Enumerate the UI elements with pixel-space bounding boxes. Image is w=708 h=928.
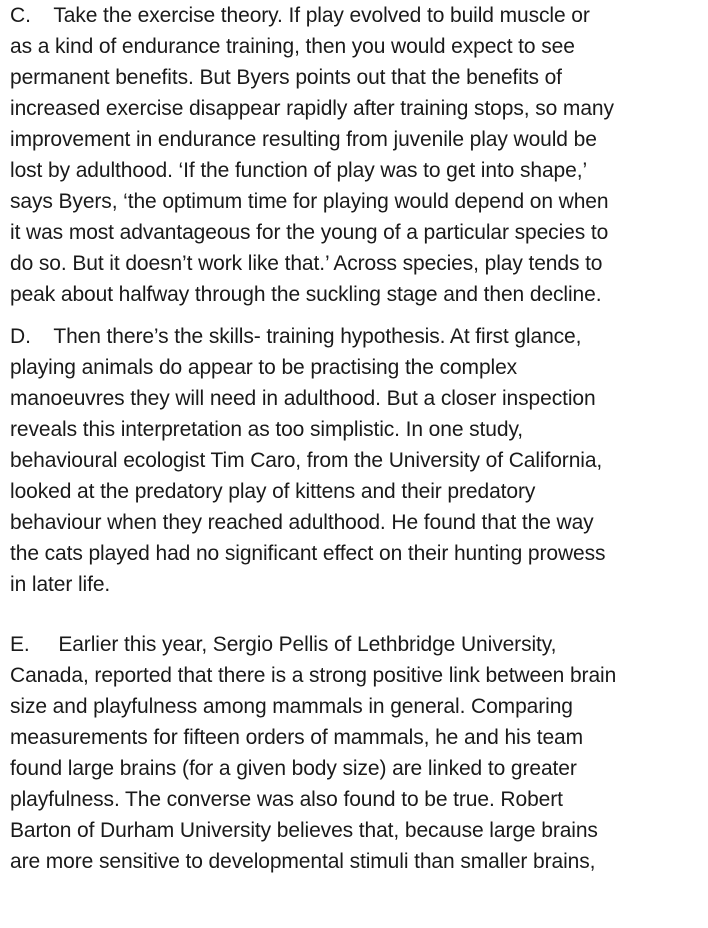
- paragraph-line: E. Earlier this year, Sergio Pellis of Lethbridge University,: [10, 633, 557, 656]
- paragraph-line: permanent benefits. But Byers points out that the benefits of: [10, 66, 562, 89]
- paragraph-line: playfulness. The converse was also found to be true. Robert: [10, 788, 563, 811]
- paragraph-line: D. Then there’s the skills- training hypothesis. At first glance,: [10, 325, 582, 348]
- paragraph-line: Canada, reported that there is a strong positive link between brain: [10, 664, 617, 687]
- paragraph-e: [10, 629, 708, 877]
- paragraph-line: the cats played had no significant effect on their hunting prowess: [10, 542, 606, 565]
- paragraph-line: behaviour when they reached adulthood. He found that the way: [10, 511, 594, 534]
- paragraph-line: behavioural ecologist Tim Caro, from the University of California,: [10, 449, 603, 472]
- paragraph-line: says Byers, ‘the optimum time for playing would depend on when: [10, 190, 609, 213]
- paragraph-line: are more sensitive to developmental stimuli than smaller brains,: [10, 850, 596, 873]
- paragraph-line: manoeuvres they will need in adulthood. But a closer inspection: [10, 387, 596, 410]
- paragraph-line: reveals this interpretation as too simplistic. In one study,: [10, 418, 524, 441]
- paragraph-line: do so. But it doesn’t work like that.’ Across species, play tends to: [10, 252, 603, 275]
- paragraph-line: size and playfulness among mammals in general. Comparing: [10, 695, 573, 718]
- paragraph-line: found large brains (for a given body size) are linked to greater: [10, 757, 577, 780]
- paragraph-line: lost by adulthood. ‘If the function of play was to get into shape,’: [10, 159, 588, 182]
- paragraph-d: [10, 321, 708, 600]
- paragraph-line: in later life.: [10, 573, 111, 596]
- paragraph-c: [10, 0, 708, 310]
- paragraph-line: playing animals do appear to be practising the complex: [10, 356, 518, 379]
- paragraph-line: peak about halfway through the suckling stage and then decline.: [10, 283, 602, 306]
- paragraph-line: Barton of Durham University believes that, because large brains: [10, 819, 598, 842]
- paragraph-line: increased exercise disappear rapidly after training stops, so many: [10, 97, 614, 120]
- paragraph-line: looked at the predatory play of kittens and their predatory: [10, 480, 536, 503]
- paragraph-line: as a kind of endurance training, then you would expect to see: [10, 35, 575, 58]
- paragraph-line: improvement in endurance resulting from juvenile play would be: [10, 128, 597, 151]
- paragraph-line: it was most advantageous for the young of a particular species to: [10, 221, 609, 244]
- paragraph-line: measurements for fifteen orders of mammals, he and his team: [10, 726, 584, 749]
- paragraph-line: C. Take the exercise theory. If play evolved to build muscle or: [10, 4, 590, 27]
